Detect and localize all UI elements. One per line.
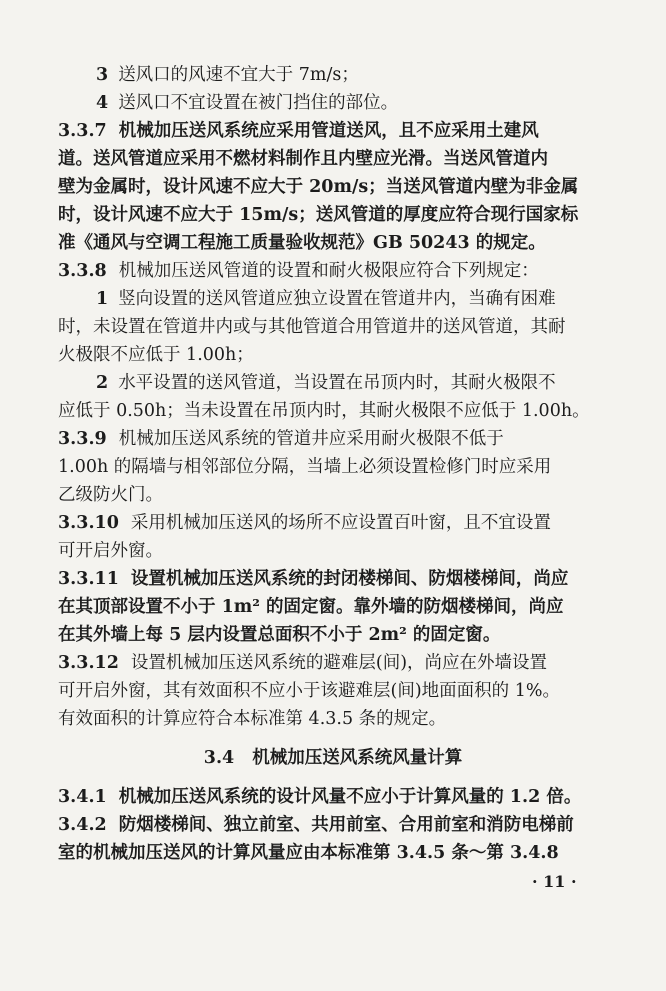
- clause-3-3-9-line-2: 1.00h 的隔墙与相邻部位分隔，当墙上必须设置检修门时应采用: [58, 457, 552, 477]
- clause-3-3-12-line-2: 可开启外窗，其有效面积不应小于该避难层(间)地面面积的 1%。: [58, 681, 560, 701]
- clause-3-3-7-line-1: [58, 118, 614, 144]
- clause-3-3-7-line-5: 准《通风与空调工程施工质量验收规范》GB 50243 的规定。: [58, 233, 546, 253]
- clause-3-3-8-line-1: [58, 258, 614, 284]
- clause-3-3-12-line-1: [58, 650, 614, 676]
- clause-number: 3.4.2: [58, 815, 107, 835]
- clause-text: 机械加压送风系统的管道井应采用耐火极限不低于: [118, 429, 504, 449]
- clause-3-4-2-line-2: 室的机械加压送风的计算风量应由本标准第 3.4.5 条～第 3.4.8: [58, 843, 559, 863]
- clause-text: 机械加压送风系统的设计风量不应小于计算风量的 1.2 倍。: [118, 787, 582, 807]
- clause-number: 3.3.10: [58, 513, 119, 533]
- item-4: [96, 90, 616, 116]
- item-3: [96, 62, 616, 88]
- item-text: 水平设置的送风管道，当设置在吊顶内时，其耐火极限不: [118, 373, 556, 393]
- clause-text: 机械加压送风系统应采用管道送风，且不应采用土建风: [118, 121, 539, 141]
- clause-text: 防烟楼梯间、独立前室、共用前室、合用前室和消防电梯前: [118, 815, 574, 835]
- clause-3-3-12-line-3: 有效面积的计算应符合本标准第 4.3.5 条的规定。: [58, 709, 447, 729]
- section-heading: [0, 744, 666, 772]
- clause-3-3-11-line-3: 在其外墙上每 5 层内设置总面积不小于 2m² 的固定窗。: [58, 625, 501, 645]
- clause-3-3-7-line-4: 时，设计风速不应大于 15m/s；送风管道的厚度应符合现行国家标: [58, 205, 579, 225]
- clause-3-3-8-item-2-line-1: [96, 370, 616, 396]
- clause-3-4-2-line-1: [58, 812, 614, 838]
- item-number: 3: [96, 65, 109, 85]
- clause-text: 机械加压送风管道的设置和耐火极限应符合下列规定：: [118, 261, 539, 281]
- clause-3-3-9-line-1: [58, 426, 614, 452]
- clause-3-3-9-line-3: 乙级防火门。: [58, 485, 163, 505]
- clause-text: 设置机械加压送风系统的避难层(间)，尚应在外墙设置: [130, 653, 548, 673]
- clause-number: 3.4.1: [58, 787, 107, 807]
- item-number: 4: [96, 93, 109, 113]
- clause-3-3-8-item-2-line-2: 应低于 0.50h；当未设置在吊顶内时，其耐火极限不应低于 1.00h。: [58, 401, 590, 421]
- clause-number: 3.3.7: [58, 121, 107, 141]
- clause-text: 采用机械加压送风的场所不应设置百叶窗，且不宜设置: [130, 513, 551, 533]
- item-text: 竖向设置的送风管道应独立设置在管道井内，当确有困难: [118, 289, 556, 309]
- clause-3-4-1-line-1: [58, 784, 614, 810]
- clause-3-3-8-item-1-line-3: 火极限不应低于 1.00h；: [58, 345, 254, 365]
- clause-3-3-10-line-1: [58, 510, 614, 536]
- page-number: · 11 ·: [532, 872, 577, 891]
- item-text: 送风口不宜设置在被门挡住的部位。: [118, 93, 399, 113]
- clause-3-3-8-item-1-line-1: [96, 286, 616, 312]
- item-number: 1: [96, 289, 109, 309]
- clause-number: 3.3.9: [58, 429, 107, 449]
- clause-3-3-11-line-2: 在其顶部设置不小于 1m² 的固定窗。靠外墙的防烟楼梯间，尚应: [58, 597, 564, 617]
- item-text: 送风口的风速不宜大于 7m/s；: [118, 65, 359, 85]
- item-number: 2: [96, 373, 109, 393]
- section-number: 3.4: [203, 748, 235, 768]
- clause-3-3-7-line-3: 壁为金属时，设计风速不应大于 20m/s；当送风管道内壁为非金属: [58, 177, 579, 197]
- clause-number: 3.3.11: [58, 569, 119, 589]
- clause-number: 3.3.12: [58, 653, 119, 673]
- section-title: 机械加压送风系统风量计算: [252, 748, 463, 768]
- clause-text: 设置机械加压送风系统的封闭楼梯间、防烟楼梯间，尚应: [130, 569, 569, 589]
- clause-3-3-8-item-1-line-2: 时，未设置在管道井内或与其他管道合用管道井的送风管道，其耐: [58, 317, 566, 337]
- clause-3-3-11-line-1: [58, 566, 614, 592]
- clause-number: 3.3.8: [58, 261, 107, 281]
- clause-3-3-7-line-2: 道。送风管道应采用不燃材料制作且内壁应光滑。当送风管道内: [58, 149, 548, 169]
- clause-3-3-10-line-2: 可开启外窗。: [58, 541, 163, 561]
